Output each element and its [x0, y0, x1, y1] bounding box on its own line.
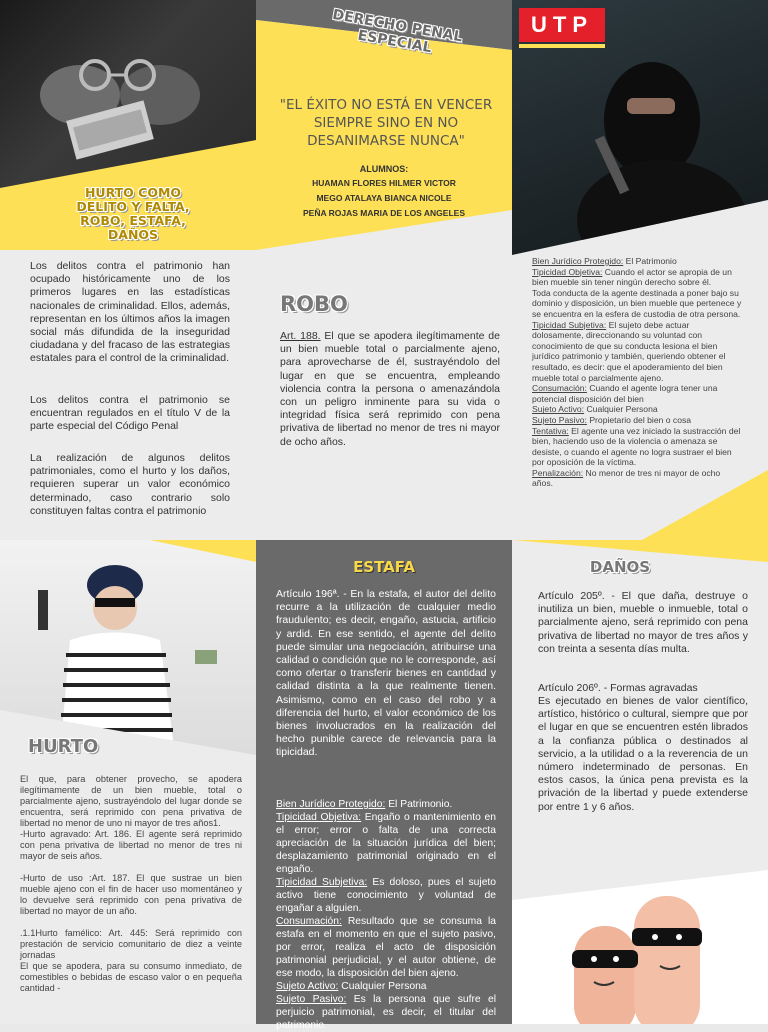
- robo-detail-item-key: Consumación:: [532, 383, 587, 394]
- estafa-detail-item: [276, 915, 496, 980]
- robo-article-label: Art. 188.: [280, 330, 321, 342]
- intro-paragraph-3: La realización de algunos delitos patrimoniales, como el hurto y los daños, requieren superar un valor económico determinado, caso contrario solo constituyen faltas contra el patrimonio: [30, 452, 230, 517]
- burglar-figure-icon: [0, 540, 256, 755]
- estafa-detail-item-key: Consumación:: [276, 916, 342, 927]
- estafa-detail-item: [276, 980, 496, 993]
- danos-panel: [512, 540, 768, 1024]
- intro-paragraph-1: Los delitos contra el patrimonio han ocupado históricamente uno de los primeros lugares en las estadísticas nacionales de criminalidad. Ellos, además, representan en los últimos años la imagen social más difundida de la inseguridad ciudadana y del fracaso de las estrategias estatales para el control de la criminalidad.: [30, 260, 230, 365]
- estafa-detail-item-value: Resultado que se consuma la estafa en el momento en que el sujeto pasivo, por error, realiza el acto de disposición patrimonial perjudicial, y el autor obtiene, de ese modo, la disposición del bien ajeno.: [276, 916, 496, 979]
- robo-detail-item: [532, 267, 742, 288]
- robo-detail-item: [532, 320, 742, 384]
- estafa-detail-item-key: Sujeto Activo:: [276, 981, 339, 992]
- utp-logo: [519, 8, 605, 42]
- robo-detail-item-key: Tipicidad Subjetiva:: [532, 319, 607, 330]
- robo-detail-item-value: El agente una vez iniciado la sustracción del bien, haciendo uso de la violencia o amenaza se desiste, o cuando el agente no logra sustraer el bien por oposición de la víctima.: [532, 425, 741, 468]
- estafa-detail-item-key: Bien Jurídico Protegido:: [276, 799, 386, 810]
- intro-panel: [0, 0, 256, 540]
- robo-detail-item-key: Sujeto Activo:: [532, 404, 585, 415]
- robo-detail-item-value: Toda conducta de la agente destinada a poner bajo su dominio y disposición, un bien mueble que pertenece y se encuentra en la esfera de custodia de otra persona.: [532, 287, 742, 319]
- robo-detail-item: [532, 256, 742, 267]
- intro-title: HURTO COMO DELITO Y FALTA, ROBO, ESTAFA, DAÑOS: [76, 185, 190, 242]
- robo-detail-item-value: El Patrimonio: [623, 256, 677, 266]
- estafa-detail-item-value: Es la persona que sufre el perjuicio patrimonial, es decir, el titular del patrimonio.: [276, 994, 496, 1031]
- hurto-paragraph-3: -Hurto de uso :Art. 187. El que sustrae un bien mueble ajeno con el fin de hacer uso momentáneo y lo devuelve será reprimido con pena privativa de libertad no mayor de un año.: [20, 873, 242, 916]
- utp-logo-text: UTP: [531, 12, 593, 37]
- danos-title: DAÑOS: [589, 558, 651, 576]
- robo-detail-item: [532, 288, 742, 320]
- estafa-text: Artículo 196ª. - En la estafa, el autor del delito recurre a la utilización de cualquier medio fraudulento; es decir, engaño, astucia, artificio y ardid. En ese sentido, el agente del delito puede simular una negociación, atribuirse una calidad o condición que no le corresponde, así como ofertar o transferir bienes en cantidad y calidad distinta a la que realmente tienen. Asimismo, como en el caso del robo y a diferencia del hurto, el valor económico de los bienes involucrados en la realización del hecho punible carece de relevancia para la tipicidad.: [276, 588, 496, 759]
- hurto-paragraph-1: El que, para obtener provecho, se apodera ilegítimamente de un bien mueble, total o parcialmente ajeno, sustrayéndolo del lugar donde se encuentra, será reprimido con pena privativa de libertad no menor de uno ni mayor de tres años1.: [20, 774, 242, 828]
- estafa-detail-item: [276, 798, 496, 811]
- danos-paragraph-1: Artículo 205º. - El que daña, destruye o inutiliza un bien, mueble o inmueble, total o parcialmente ajeno, será reprimido con pena privativa de libertad no mayor de tres años y con treinta a sesenta días multa.: [538, 590, 748, 655]
- danos-paragraph-3: Es ejecutado en bienes de valor científico, artístico, histórico o cultural, siempre que por el lugar en que se encuentren estén librados a la confianza pública o destinados al servicio, a la utilidad o a la reverencia de un número indeterminado de personas. En estos casos, la única pena prevista es la privación de la libertad y puede extenderse por entre 1 y 6 años.: [538, 695, 748, 813]
- hurto-title: HURTO: [28, 736, 99, 757]
- robo-detail-item-value: No menor de tres ni mayor de ocho años.: [532, 467, 721, 489]
- robo-detail-item: [532, 468, 742, 489]
- hurto-panel: [0, 540, 256, 1024]
- estafa-detail-item-value: El Patrimonio.: [385, 799, 453, 810]
- estafa-detail-item-key: Tipicidad Objetiva:: [276, 812, 362, 823]
- robo-detail-item: [532, 383, 742, 404]
- finger-figures-icon: [512, 870, 768, 1024]
- cover-quote: "EL ÉXITO NO ESTÁ EN VENCER SIEMPRE SINO EN NO DESANIMARSE NUNCA": [279, 97, 493, 149]
- robo-detail-item-key: Tentativa:: [532, 425, 569, 436]
- estafa-detail-item-key: Sujeto Pasivo:: [276, 994, 347, 1005]
- utp-logo-bar: [519, 44, 605, 48]
- author-2: MEGO ATALAYA BIANCA NICOLE: [316, 193, 452, 203]
- cover-title: DERECHO PENAL ESPECIAL: [331, 6, 464, 57]
- robo-detail-item-value: Propietario del bien o cosa: [586, 414, 692, 425]
- robo-detail-item-value: Cuando el actor se apropia de un bien mueble sin tener ningún derecho sobre él.: [532, 266, 732, 288]
- danos-paragraph-2: Artículo 206º. - Formas agravadas: [538, 682, 698, 694]
- author-1: HUAMAN FLORES HILMER VICTOR: [312, 178, 456, 188]
- estafa-details-list: [276, 798, 496, 1032]
- estafa-detail-item-value: Engaño o mantenimiento en el error; error o falta de una correcta apreciación de la situación jurídica del bien; desplazamiento patrimonial originado en el engaño.: [276, 812, 496, 875]
- robo-detail-item-key: Sujeto Pasivo:: [532, 414, 587, 425]
- estafa-panel: [256, 540, 512, 1031]
- robo-detail-item-key: Tipicidad Objetiva:: [532, 266, 603, 277]
- burglar-woman-photo: [0, 540, 256, 755]
- estafa-detail-item-value: Es doloso, pues el sujeto activo tiene conocimiento y voluntad de engañar a alguien.: [276, 877, 497, 914]
- hurto-paragraphs: [20, 774, 242, 994]
- finger-bandits-photo: [512, 870, 768, 1024]
- robo-details-panel: [512, 0, 768, 540]
- robo-detail-item: [532, 404, 742, 415]
- hurto-paragraph-5: El que se apodera, para su consumo inmediato, de comestibles o bebidas de escaso valor o en pequeña cantidad -: [20, 961, 242, 993]
- robo-article-text: El que se apodera ilegítimamente de un bien mueble total o parcialmente ajeno, para aprovecharse de él, sustrayéndolo del lugar en que se encuentra, empleando violencia contra la persona o amenazándola con un peligro inminente para su vida o integridad física será reprimido con pena privativa de libertad no menor de tres ni mayor de ocho años.: [280, 330, 500, 448]
- estafa-detail-item: [276, 993, 496, 1032]
- intro-paragraph-2: Los delitos contra el patrimonio se encuentran regulados en el título V de la parte especial del Código Penal: [30, 394, 230, 433]
- hurto-paragraph-4: .1.1Hurto famélico: Art. 445: Será reprimido con prestación de servicio comunitario de diez a veinte jornadas: [20, 928, 242, 960]
- robo-detail-item-key: Bien Jurídico Protegido:: [532, 256, 624, 266]
- robo-title: ROBO: [280, 292, 348, 316]
- robo-text: [280, 330, 500, 449]
- estafa-title: ESTAFA: [353, 558, 415, 576]
- robo-detail-item-value: El sujeto debe actuar dolosamente, direccionando su voluntad con conocimiento de que su conducta lesiona el bien jurídico patrimonio y también, queriendo obtener el resultado, es decir: que el apoderamiento del bien mueble total o parcialmente ajeno.: [532, 319, 726, 383]
- estafa-detail-item: [276, 876, 496, 915]
- cover-panel: [256, 0, 512, 540]
- robo-detail-item: [532, 415, 742, 426]
- estafa-detail-item-key: Tipicidad Subjetiva:: [276, 877, 368, 888]
- robo-detail-item-key: Penalización:: [532, 467, 584, 478]
- robo-details-list: [532, 256, 742, 489]
- robo-detail-item-value: Cualquier Persona: [584, 404, 658, 415]
- author-3: PEÑA ROJAS MARIA DE LOS ANGELES: [303, 208, 465, 218]
- estafa-detail-item: [276, 811, 496, 876]
- robo-detail-item-value: Cuando el agente logra tener una potencial disposición del bien: [532, 383, 718, 404]
- hurto-paragraph-2: -Hurto agravado: Art. 186. El agente será reprimido con pena privativa de libertad no menor de tres ni mayor de seis años.: [20, 829, 242, 861]
- robo-detail-item: [532, 426, 742, 468]
- estafa-detail-item-value: Cualquier Persona: [338, 981, 427, 992]
- authors-label: ALUMNOS:: [359, 164, 409, 174]
